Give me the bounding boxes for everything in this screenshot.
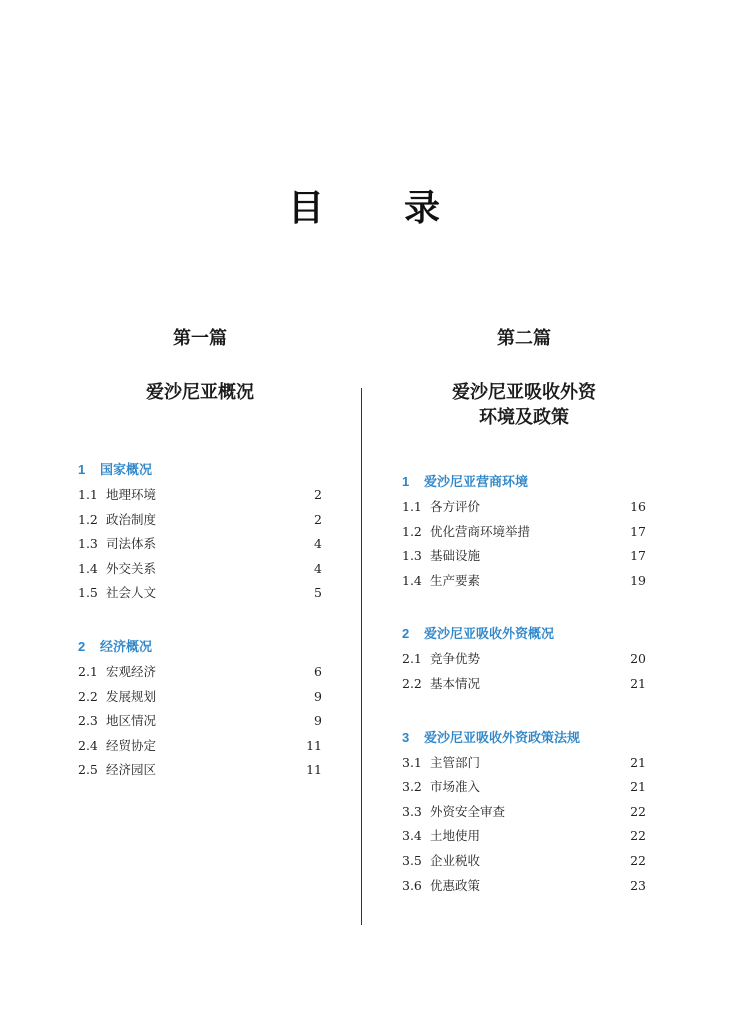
entry-page-number: 4 [314, 536, 322, 552]
entry-number: 2.1 [402, 651, 422, 667]
toc-entry[interactable] [402, 849, 646, 874]
entry-number: 1.4 [78, 560, 98, 576]
entry-title: 发展规划 [105, 688, 156, 704]
entry-label [78, 709, 156, 734]
column-divider [361, 388, 362, 925]
toc-entry[interactable] [78, 660, 322, 685]
entry-page-number: 9 [314, 713, 322, 729]
entry-number: 3.6 [402, 877, 422, 893]
part-label: 第一篇 [173, 328, 227, 349]
toc-sections [402, 471, 646, 898]
toc-entry[interactable] [78, 709, 322, 734]
entry-page-number: 17 [630, 548, 646, 564]
toc-entry[interactable] [78, 557, 322, 582]
entry-number: 1.3 [78, 536, 98, 552]
toc-entry[interactable] [402, 569, 646, 594]
entry-page-number: 11 [306, 737, 322, 753]
entry-title: 地区情况 [105, 713, 156, 729]
entry-number: 1.5 [78, 585, 98, 601]
toc-section [78, 459, 322, 606]
entry-number: 2.1 [78, 663, 98, 679]
entry-title: 优惠政策 [429, 877, 480, 893]
part-two-column [402, 322, 646, 928]
entry-label [78, 581, 156, 606]
entry-number: 1.4 [402, 572, 422, 588]
section-heading[interactable] [402, 471, 646, 493]
entry-label [402, 751, 480, 776]
entry-label [78, 660, 156, 685]
toc-section [402, 471, 646, 593]
toc-entry[interactable] [402, 751, 646, 776]
entry-title: 经贸协定 [105, 737, 156, 753]
entry-page-number: 5 [314, 585, 322, 601]
entry-label [402, 495, 480, 520]
entry-number: 1.3 [402, 548, 422, 564]
entry-number: 2.5 [78, 762, 98, 778]
entry-title: 外交关系 [105, 560, 156, 576]
section-heading[interactable] [78, 636, 322, 658]
entry-number: 3.1 [402, 754, 422, 770]
entry-title: 宏观经济 [105, 663, 156, 679]
section-number: 3 [402, 729, 410, 745]
entry-title: 政治制度 [105, 511, 156, 527]
part-title-line: 爱沙尼亚吸收外资 [452, 382, 596, 403]
entry-page-number: 6 [314, 663, 322, 679]
entry-title: 基本情况 [429, 675, 480, 691]
toc-entry[interactable] [78, 508, 322, 533]
entry-page-number: 21 [630, 779, 646, 795]
entry-label [402, 874, 480, 899]
entry-page-number: 20 [630, 651, 646, 667]
entry-page-number: 2 [314, 511, 322, 527]
entry-label [402, 544, 480, 569]
entry-title: 社会人文 [105, 585, 156, 601]
entry-title: 经济园区 [105, 762, 156, 778]
entry-number: 1.2 [402, 523, 422, 539]
entry-number: 3.4 [402, 828, 422, 844]
entry-title: 主管部门 [429, 754, 480, 770]
entry-number: 2.3 [78, 713, 98, 729]
entry-page-number: 23 [630, 877, 646, 893]
entry-label [402, 824, 480, 849]
entry-label [78, 532, 156, 557]
toc-entry[interactable] [78, 685, 322, 710]
section-heading[interactable] [402, 623, 646, 645]
part-title-line: 环境及政策 [479, 407, 569, 428]
part-label: 第二篇 [497, 328, 551, 349]
toc-entry[interactable] [402, 544, 646, 569]
toc-section [402, 727, 646, 899]
entry-page-number: 21 [630, 675, 646, 691]
toc-entry[interactable] [402, 874, 646, 899]
entry-title: 优化营商环境举措 [429, 523, 530, 539]
entry-title: 市场准入 [429, 779, 480, 795]
part-title [78, 380, 322, 405]
entry-title: 司法体系 [105, 536, 156, 552]
title-char-2: 录 [404, 187, 441, 229]
entry-label [402, 569, 480, 594]
entry-label [402, 775, 480, 800]
entry-page-number: 22 [630, 803, 646, 819]
toc-entry[interactable] [78, 532, 322, 557]
entry-label [402, 647, 480, 672]
toc-sections [78, 459, 322, 783]
section-number: 1 [78, 462, 86, 477]
toc-section [402, 623, 646, 696]
title-char-1: 目 [288, 187, 325, 229]
page-title [0, 183, 730, 233]
entry-label [78, 734, 156, 759]
entry-number: 2.2 [78, 688, 98, 704]
toc-entry[interactable] [78, 734, 322, 759]
toc-entry[interactable] [402, 520, 646, 545]
entry-label [402, 800, 505, 825]
entry-number: 1.2 [78, 511, 98, 527]
entry-title: 各方评价 [429, 499, 480, 514]
part-title [402, 380, 646, 430]
section-title: 爱沙尼亚吸收外资概况 [424, 626, 555, 642]
toc-entry[interactable] [402, 495, 646, 520]
section-title: 经济概况 [100, 638, 153, 654]
toc-entry[interactable] [78, 581, 322, 606]
entry-number: 1.1 [78, 487, 98, 502]
entry-label [78, 557, 156, 582]
toc-entry[interactable] [78, 483, 322, 508]
entry-title: 基础设施 [429, 548, 480, 564]
toc-section [78, 636, 322, 783]
entry-number: 3.5 [402, 852, 422, 868]
part-one-column [78, 322, 322, 813]
section-title: 国家概况 [100, 462, 153, 477]
entry-number: 2.2 [402, 675, 422, 691]
entry-label [402, 520, 530, 545]
entry-label [78, 508, 156, 533]
section-number: 1 [402, 474, 410, 489]
toc-entry[interactable] [402, 672, 646, 697]
part-title-line: 爱沙尼亚概况 [146, 382, 254, 403]
entry-number: 3.2 [402, 779, 422, 795]
entry-number: 2.4 [78, 737, 98, 753]
entry-page-number: 21 [630, 754, 646, 770]
entry-title: 土地使用 [429, 828, 480, 844]
entry-page-number: 22 [630, 852, 646, 868]
entry-number: 1.1 [402, 499, 422, 514]
section-number: 2 [78, 638, 86, 654]
entry-title: 竞争优势 [429, 651, 480, 667]
entry-page-number: 19 [630, 572, 646, 588]
entry-page-number: 16 [630, 499, 646, 514]
entry-title: 外资安全审查 [429, 803, 505, 819]
entry-page-number: 11 [306, 762, 322, 778]
entry-page-number: 4 [314, 560, 322, 576]
entry-label [402, 672, 480, 697]
entry-label [78, 483, 156, 508]
toc-entry[interactable] [402, 800, 646, 825]
section-number: 2 [402, 626, 410, 642]
entry-title: 企业税收 [429, 852, 480, 868]
entry-page-number: 9 [314, 688, 322, 704]
toc-entry[interactable] [78, 758, 322, 783]
toc-entry[interactable] [402, 775, 646, 800]
entry-number: 3.3 [402, 803, 422, 819]
toc-entry[interactable] [402, 647, 646, 672]
entry-page-number: 17 [630, 523, 646, 539]
entry-title: 生产要素 [429, 572, 480, 588]
section-heading[interactable] [78, 459, 322, 481]
entry-label [78, 758, 156, 783]
section-heading[interactable] [402, 727, 646, 749]
entry-label [402, 849, 480, 874]
entry-title: 地理环境 [105, 487, 156, 502]
toc-entry[interactable] [402, 824, 646, 849]
section-title: 爱沙尼亚吸收外资政策法规 [424, 729, 581, 745]
entry-page-number: 2 [314, 487, 322, 502]
section-title: 爱沙尼亚营商环境 [424, 474, 529, 489]
entry-page-number: 22 [630, 828, 646, 844]
entry-label [78, 685, 156, 710]
